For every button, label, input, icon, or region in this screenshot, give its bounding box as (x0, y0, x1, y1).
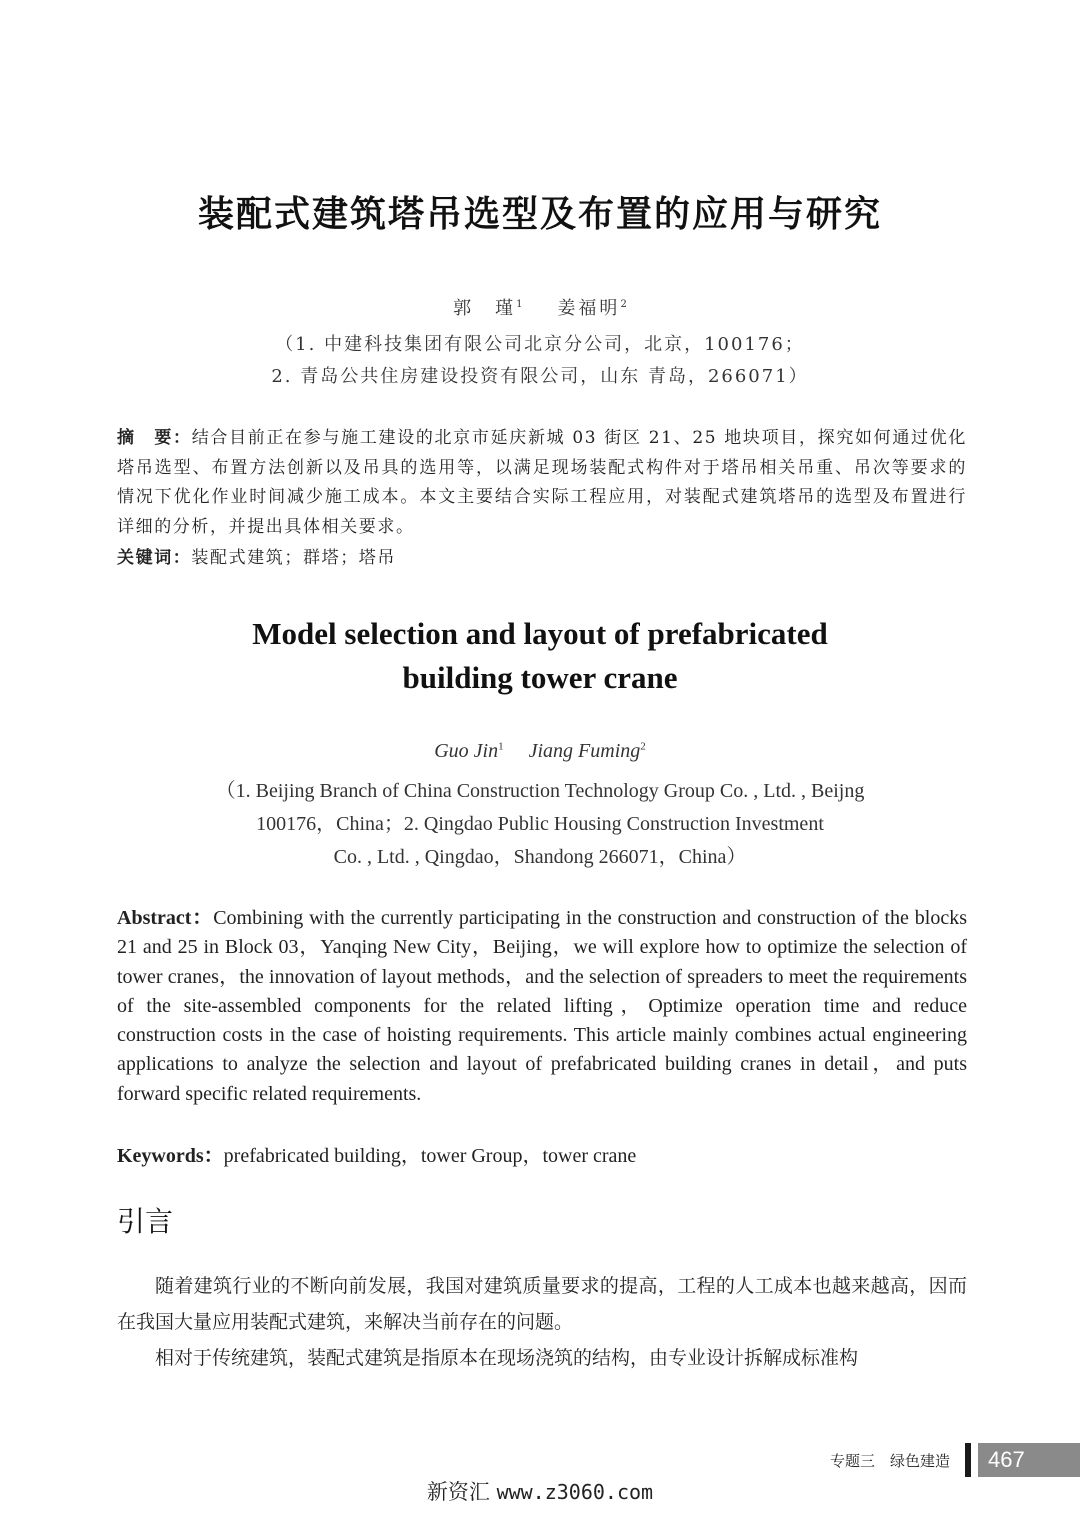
body-paragraph-2: 相对于传统建筑，装配式建筑是指原本在现场浇筑的结构，由专业设计拆解成标准构 (155, 1347, 859, 1369)
author-en-1-name: Guo Jin (434, 740, 499, 762)
abstract-english (117, 904, 967, 1109)
keywords-english (117, 1139, 967, 1168)
keywords-cn-text: 装配式建筑；群塔；塔吊 (191, 548, 397, 568)
page-number: 467 (978, 1443, 1080, 1477)
abstract-chinese (117, 424, 967, 542)
section-heading-introduction: 引言 (117, 1205, 174, 1238)
authors-chinese (0, 294, 1080, 320)
author-2-sup: 2 (620, 299, 627, 310)
title-en-line-1: Model selection and layout of prefabricated (252, 616, 828, 651)
affiliation-cn-line-1: （1. 中建科技集团有限公司北京分公司，北京，100176； (275, 334, 805, 355)
author-2-name: 姜福明 (557, 298, 621, 319)
abstract-en-text: Combining with the currently participating in the construction and construction of the blocks 21 and 25 in Block 03，Yanqing New City，Beijing，we will explore how to optimize the selection of tower cranes，the innovation of layout methods，and the selection of spreaders to meet the requirements of the site-assembled components for the related lifting，Optimize operation time and reduce construction costs in the case of hoisting requirements. This article mainly combines actual engineering applications to analyze the selection and layout of prefabricated building cranes in detail，and puts forward specific related requirements. (117, 907, 967, 1105)
watermark (0, 1476, 1080, 1506)
footer-section-label: 专题三 绿色建造 (829, 1452, 950, 1470)
body-paragraph-1: 随着建筑行业的不断向前发展，我国对建筑质量要求的提高，工程的人工成本也越来越高，因而在我国大量应用装配式建筑，来解决当前存在的问题。 (117, 1275, 967, 1333)
author-en-1-sup: 1 (498, 740, 504, 753)
abstract-cn-text: 结合目前正在参与施工建设的北京市延庆新城 03 街区 21、25 地块项目，探究如何通过优化塔吊选型、布置方法创新以及吊具的选用等，以满足现场装配式构件对于塔吊相关吊重、吊次等要求的情况下优化作业时间减少施工成本。本文主要结合实际工程应用，对装配式建筑塔吊的选型及布置进行详细的分析，并提出具体相关要求。 (117, 428, 967, 537)
affiliation-cn-line-2: 2. 青岛公共住房建设投资有限公司，山东 青岛，266071） (271, 366, 809, 387)
watermark-url: www.z3060.com (496, 1480, 654, 1504)
keywords-en-text: prefabricated building，tower Group，tower crane (223, 1145, 637, 1167)
title-english (0, 612, 1080, 700)
title-chinese: 装配式建筑塔吊选型及布置的应用与研究 (197, 194, 882, 235)
abstract-en-label: Abstract： (117, 907, 214, 929)
author-en-2-name: Jiang Fuming (528, 740, 641, 762)
affiliation-en-line-1: （1. Beijing Branch of China Construction Technology Group Co. , Ltd. , Beijng (215, 780, 865, 802)
affiliation-en-line-3: Co. , Ltd. , Qingdao，Shandong 266071，China） (333, 846, 747, 868)
author-1-name: 郭 瑾 (453, 298, 517, 319)
keywords-en-label: Keywords： (117, 1145, 224, 1167)
watermark-cn: 新资汇 (426, 1480, 490, 1504)
keywords-chinese (117, 543, 967, 568)
title-en-line-2: building tower crane (402, 660, 678, 695)
keywords-cn-label: 关键词： (117, 548, 192, 568)
body-text (117, 1268, 967, 1376)
abstract-cn-label: 摘 要： (117, 428, 192, 448)
footer-divider-bar (965, 1443, 971, 1477)
affiliation-en-line-2: 100176，China；2. Qingdao Public Housing Construction Investment (256, 813, 824, 835)
author-en-2-sup: 2 (640, 740, 646, 753)
authors-english (0, 740, 1080, 763)
author-1-sup: 1 (516, 299, 523, 310)
